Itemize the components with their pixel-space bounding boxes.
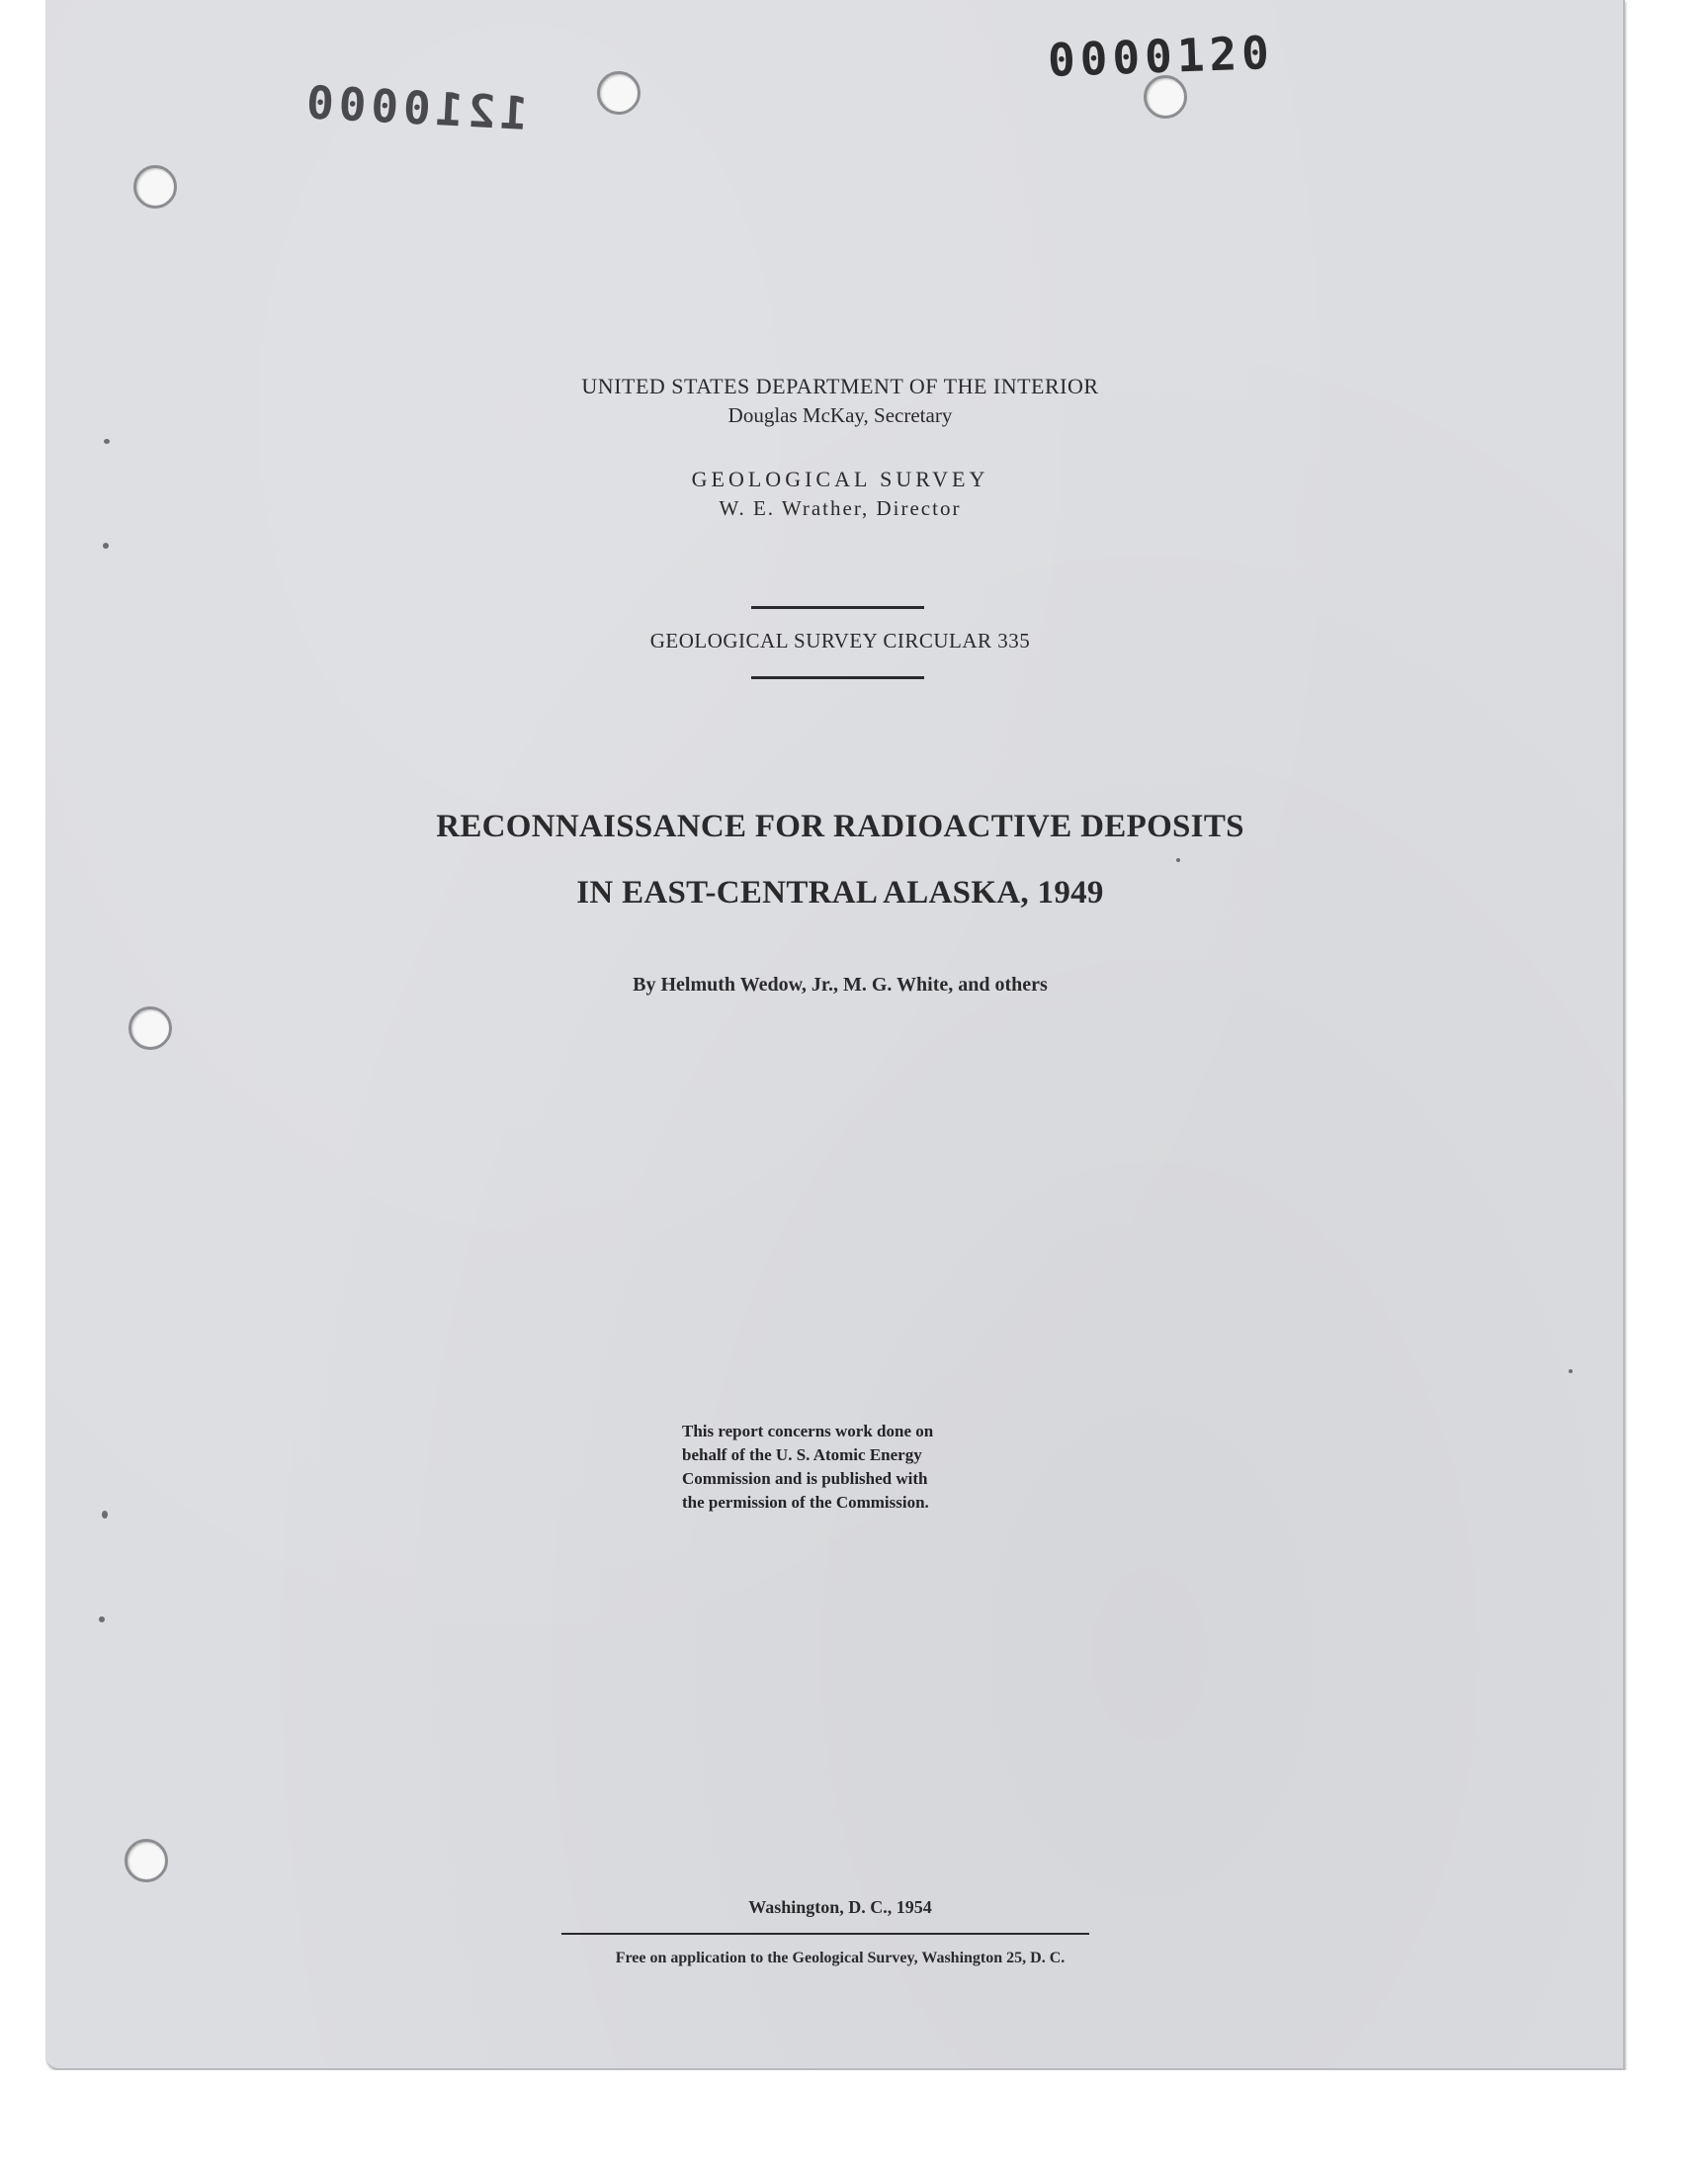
- document-page: [45, 0, 1625, 2070]
- speck: [102, 1511, 108, 1519]
- circular-number: GEOLOGICAL SURVEY CIRCULAR 335: [649, 629, 1031, 652]
- aec-note-line: Commission and is published with: [682, 1469, 928, 1488]
- speck: [99, 1616, 105, 1622]
- rule-top: [751, 606, 924, 609]
- distribution-note: Free on application to the Geological Survey, Washington 25, D. C.: [615, 1950, 1066, 1966]
- department-heading: UNITED STATES DEPARTMENT OF THE INTERIOR: [581, 374, 1099, 398]
- aec-note-line: the permission of the Commission.: [682, 1493, 929, 1512]
- aec-note-line: This report concerns work done on: [682, 1422, 934, 1440]
- punch-hole: [133, 165, 177, 209]
- scan-margin: [0, 2070, 1708, 2175]
- stamp-number: 0000120: [1047, 26, 1275, 87]
- aec-note: [682, 1420, 1008, 1515]
- survey-heading: GEOLOGICAL SURVEY: [691, 467, 989, 491]
- punch-hole: [128, 1006, 172, 1050]
- footer-rule: [561, 1933, 1089, 1935]
- stamp-number-mirrored: 1210000: [299, 75, 530, 140]
- secretary-line: Douglas McKay, Secretary: [727, 403, 953, 427]
- rule-bottom: [751, 676, 924, 679]
- punch-hole: [125, 1839, 168, 1882]
- punch-hole: [597, 71, 640, 115]
- report-title-line-1: RECONNAISSANCE FOR RADIOACTIVE DEPOSITS: [436, 809, 1244, 844]
- speck: [103, 543, 109, 549]
- speck: [104, 439, 110, 444]
- director-line: W. E. Wrather, Director: [719, 496, 962, 520]
- report-title-line-2: IN EAST-CENTRAL ALASKA, 1949: [576, 875, 1104, 911]
- authors-line: By Helmuth Wedow, Jr., M. G. White, and others: [633, 974, 1048, 996]
- speck: [1176, 858, 1180, 862]
- publication-place-date: Washington, D. C., 1954: [748, 1897, 932, 1917]
- aec-note-line: behalf of the U. S. Atomic Energy: [682, 1445, 922, 1464]
- speck: [1569, 1369, 1573, 1373]
